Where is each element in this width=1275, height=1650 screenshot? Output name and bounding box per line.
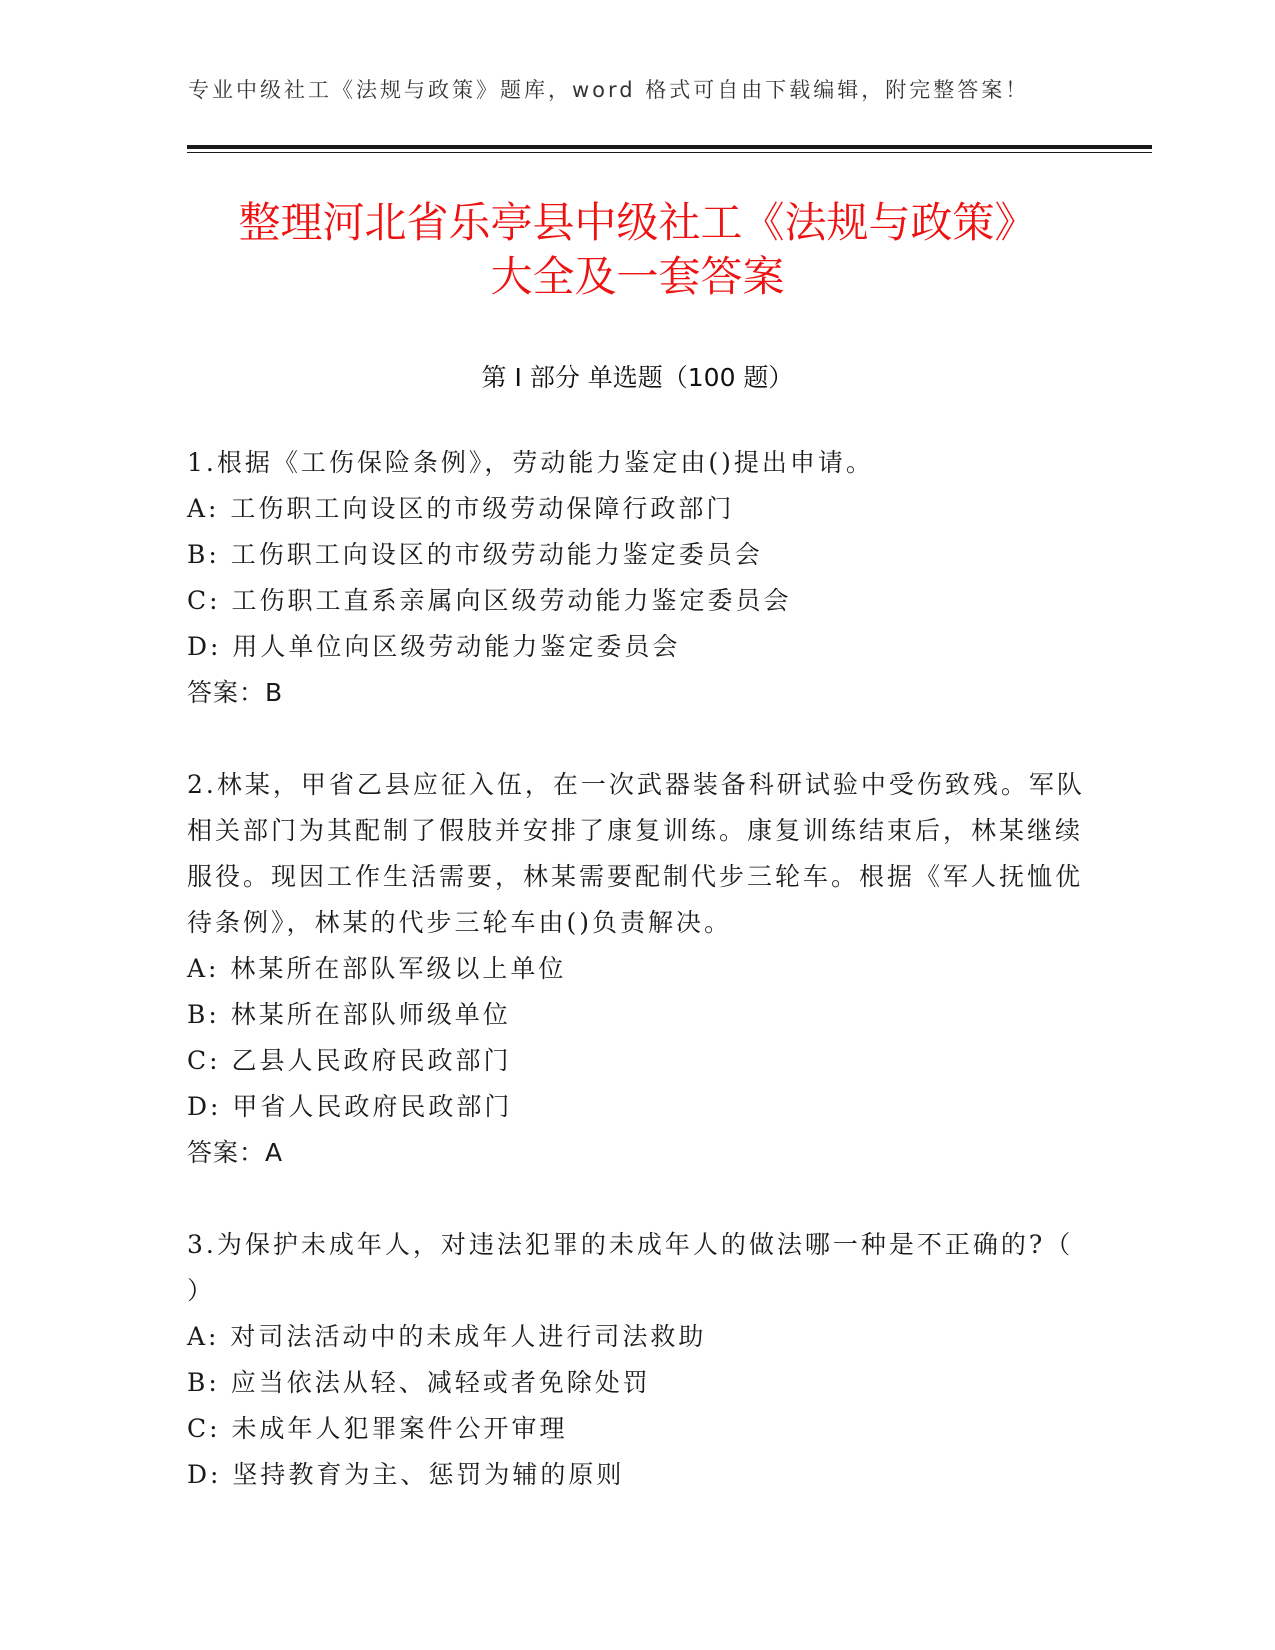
- option-b: B: 林某所在部队师级单位: [187, 1000, 511, 1029]
- option-d: D: 用人单位向区级劳动能力鉴定委员会: [187, 632, 681, 661]
- question-stem: 3.为保护未成年人，对违法犯罪的未成年人的做法哪一种是不正确的?（ ）: [187, 1230, 1074, 1305]
- option-d: D: 坚持教育为主、惩罚为辅的原则: [187, 1460, 625, 1489]
- header-divider-thick: [187, 145, 1152, 149]
- question-1: [187, 440, 1092, 716]
- question-2: [187, 762, 1092, 1176]
- option-b: B: 工伤职工向设区的市级劳动能力鉴定委员会: [187, 540, 763, 569]
- answer: 答案：A: [187, 1138, 284, 1167]
- document-title-line-1: 整理河北省乐亭县中级社工《法规与政策》: [238, 198, 1037, 247]
- option-c: C: 工伤职工直系亲属向区级劳动能力鉴定委员会: [187, 586, 792, 615]
- header-divider-thin: [187, 152, 1152, 153]
- section-title: 第 I 部分 单选题（100 题）: [481, 363, 794, 392]
- option-c: C: 乙县人民政府民政部门: [187, 1046, 512, 1075]
- option-d: D: 甲省人民政府民政部门: [187, 1092, 513, 1121]
- answer: 答案：B: [187, 678, 284, 707]
- document-title-line-2: 大全及一套答案: [490, 252, 785, 301]
- option-a: A: 工伤职工向设区的市级劳动保障行政部门: [187, 494, 735, 523]
- option-b: B: 应当依法从轻、减轻或者免除处罚: [187, 1368, 651, 1397]
- question-3: [187, 1222, 1092, 1498]
- option-c: C: 未成年人犯罪案件公开审理: [187, 1414, 568, 1443]
- question-stem: 2.林某，甲省乙县应征入伍，在一次武器装备科研试验中受伤致残。军队相关部门为其配制了假肢并安排了康复训练。康复训练结束后，林某继续服役。现因工作生活需要，林某需要配制代步三轮车。根据《军人抚恤优待条例》，林某的代步三轮车由()负责解决。: [187, 770, 1085, 937]
- document-title: [150, 196, 1125, 304]
- question-list: [187, 440, 1092, 1544]
- option-a: A: 林某所在部队军级以上单位: [187, 954, 567, 983]
- question-stem: 1.根据《工伤保险条例》，劳动能力鉴定由()提出申请。: [187, 448, 874, 477]
- header-note: 专业中级社工《法规与政策》题库，word 格式可自由下载编辑，附完整答案！: [188, 78, 1030, 102]
- option-a: A: 对司法活动中的未成年人进行司法救助: [187, 1322, 707, 1351]
